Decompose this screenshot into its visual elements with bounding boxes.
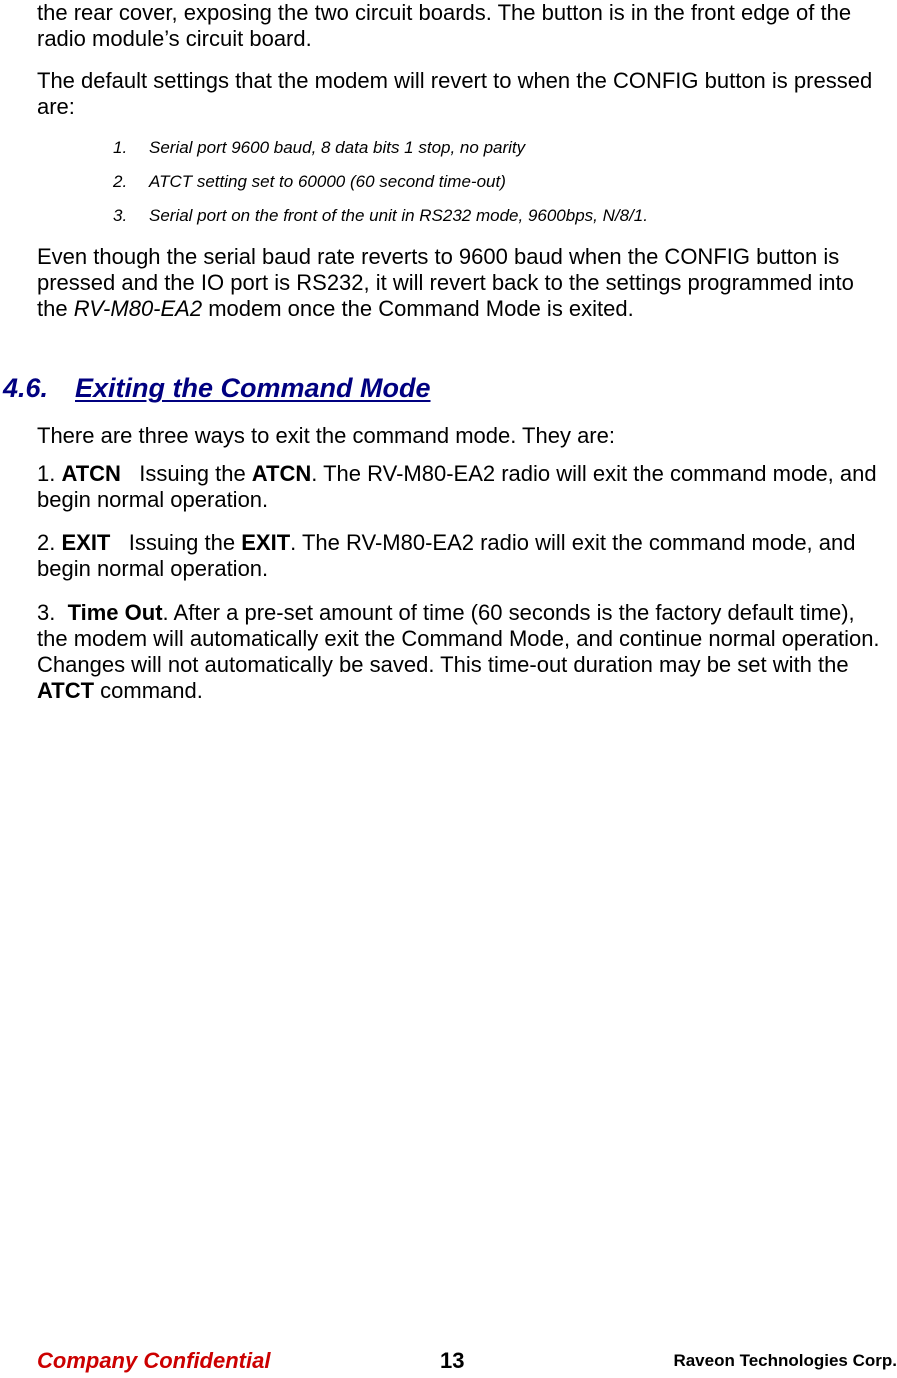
list-number: 1. [113, 138, 128, 157]
item-text: . After a pre-set amount of time (60 seconds is the factory default time), the modem will automatically exit the Command Mode, and continue normal operation. Changes will not automatically be saved. This time-out duration may be set with the [37, 600, 880, 677]
command-term: ATCT [37, 678, 95, 703]
item-text: Issuing the [110, 530, 242, 555]
item-text: Issuing the [120, 461, 252, 486]
list-number: 3. [113, 206, 128, 225]
timeout-term: Time Out [67, 600, 163, 625]
item-text: . The RV-M80-EA2 radio will exit the command mode, and begin normal operation. [37, 461, 877, 512]
item-number: 3. [37, 600, 68, 625]
list-item-default-2 [113, 171, 873, 193]
paragraph-default-settings: The default settings that the modem will revert to when the CONFIG button is pressed are: [37, 68, 873, 119]
footer-confidential: Company Confidential [37, 1348, 271, 1373]
section-heading [3, 372, 431, 404]
paragraph-text: Even though the serial baud rate reverts to 9600 baud when the CONFIG button is pressed and the IO port is RS232, it will revert back to the settings programmed into the [37, 244, 854, 321]
list-number: 2. [113, 172, 128, 191]
command-term: EXIT [241, 530, 291, 555]
item-text: command. [94, 678, 203, 703]
paragraph-baud-revert [37, 244, 882, 322]
list-item-default-3 [113, 205, 873, 227]
list-item-default-1 [113, 137, 873, 159]
footer-company: Raveon Technologies Corp. [673, 1351, 897, 1370]
model-name: RV-M80-EA2 [73, 296, 203, 321]
section-title: Exiting the Command Mode [75, 373, 431, 403]
item-text: . The RV-M80-EA2 radio will exit the command mode, and begin normal operation. [37, 530, 856, 581]
exit-method-timeout [37, 600, 882, 704]
command-term: ATCN [251, 461, 312, 486]
exit-method-atcn [37, 461, 882, 513]
paragraph-exit-intro: There are three ways to exit the command mode. They are: [37, 423, 615, 448]
list-text: Serial port 9600 baud, 8 data bits 1 stop, no parity [149, 138, 526, 157]
exit-method-exit [37, 530, 882, 582]
section-number: 4.6. [3, 373, 49, 403]
item-number: 2. [37, 530, 62, 555]
list-text: Serial port on the front of the unit in RS232 mode, 9600bps, N/8/1. [149, 206, 648, 225]
page-number: 13 [440, 1348, 465, 1373]
paragraph-text: modem once the Command Mode is exited. [202, 296, 634, 321]
list-text: ATCT setting set to 60000 (60 second time-out) [149, 172, 506, 191]
command-term: ATCN [61, 461, 121, 486]
paragraph-intro-continued: the rear cover, exposing the two circuit boards. The button is in the front edge of the radio module’s circuit board. [37, 0, 852, 51]
command-term: EXIT [61, 530, 111, 555]
page-footer [0, 1348, 897, 1378]
item-number: 1. [37, 461, 62, 486]
